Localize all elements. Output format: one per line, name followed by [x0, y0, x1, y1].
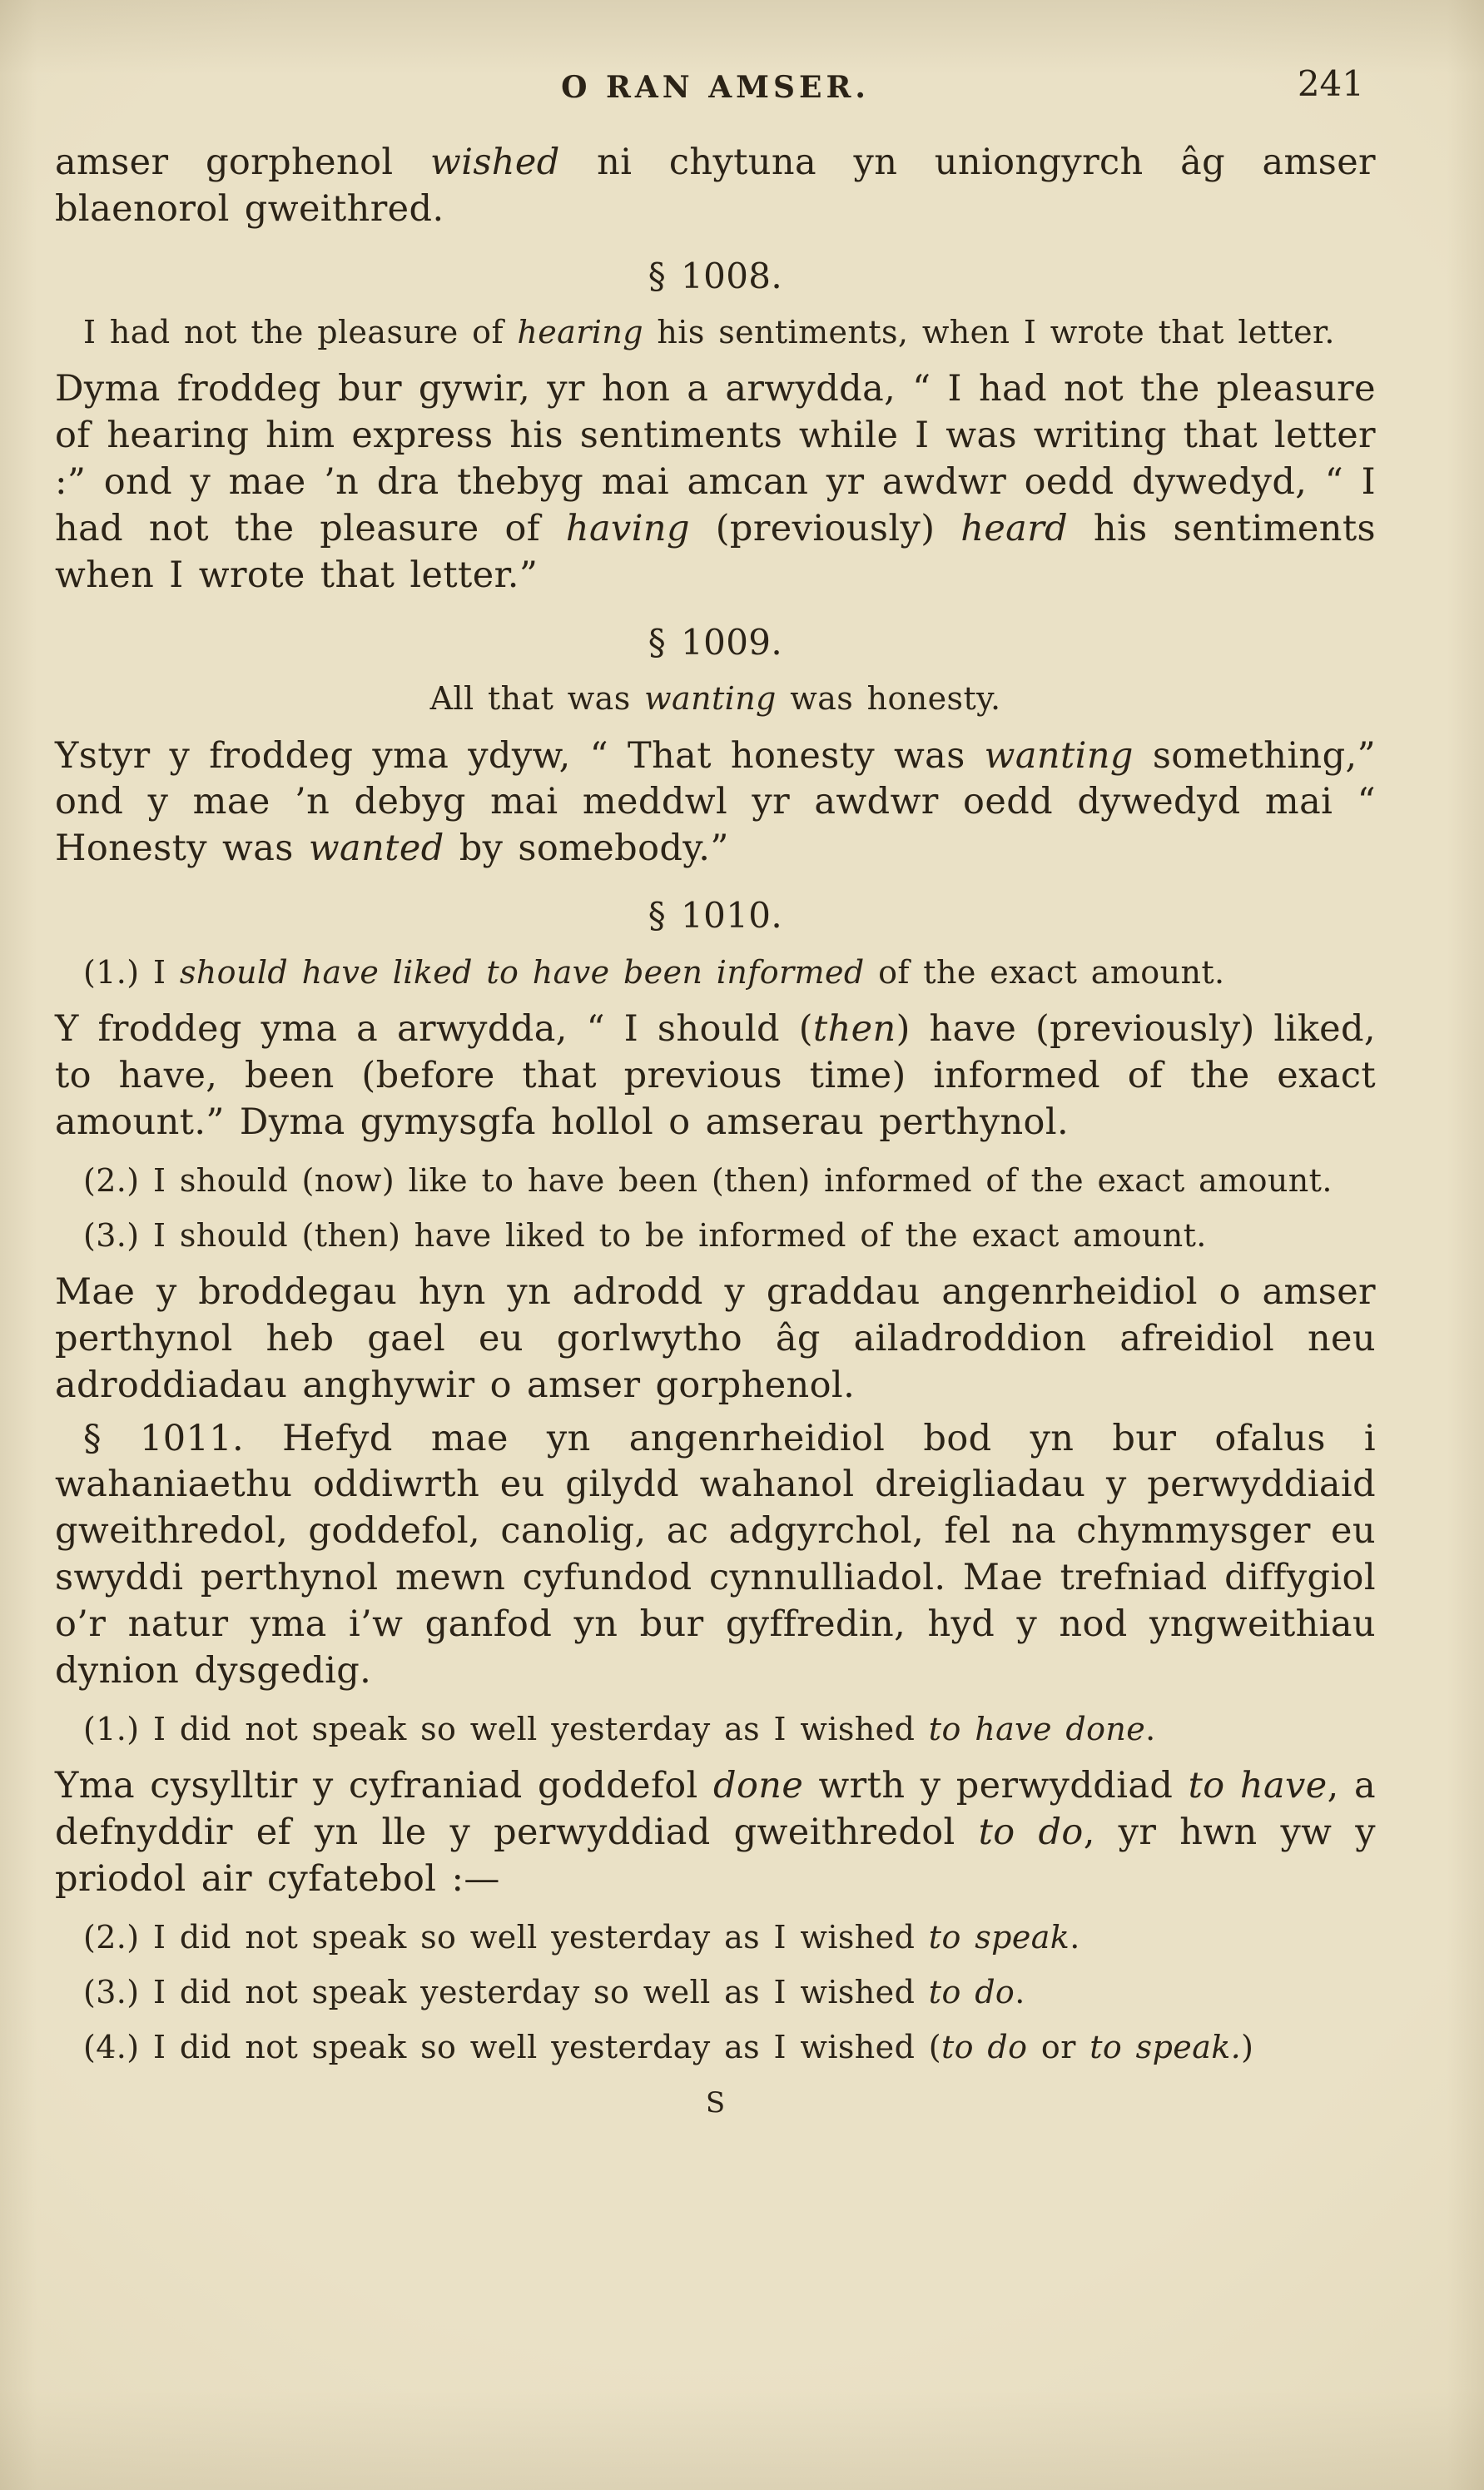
text-run: (1.) I did not speak so well yesterday as I wished	[83, 1710, 929, 1747]
emphasized-text: to do	[928, 1973, 1015, 2010]
text-run: something,” ond y mae ’n debyg mai meddwl yr awdwr oedd dywedyd mai “ Honesty was	[55, 734, 1376, 870]
text-run: (previously)	[689, 508, 961, 550]
example	[55, 1971, 1376, 2013]
text-run: , yr hwn yw y priodol air cyfatebol :—	[55, 1811, 1376, 1900]
emphasized-text: wished	[429, 142, 560, 183]
paragraph	[55, 1006, 1376, 1146]
text-run: § 1011. Hefyd mae yn angenrheidiol bod yn bur ofalus i wahaniaethu oddiwrth eu gilydd wahanol dreigliadau y perwyddiaid gweithredol, goddefol, canolig, ac adgyrchol, fel na chymmysger eu swyddi perthynol mewn cyfundod cynnulliadol. Mae trefniad diffygiol o’r natur yma i’w ganfod yn bur gyffredin, hyd y nod yngweithiau dynion dysgedig.	[55, 1417, 1376, 1692]
paragraph	[55, 140, 1376, 233]
text-run: (2.) I should (now) like to have been (then) informed of the exact amount.	[83, 1161, 1333, 1199]
paragraph	[55, 1763, 1376, 1903]
page-content	[55, 140, 1376, 2068]
text-run: (1.) I	[83, 953, 180, 991]
text-run: was honesty.	[776, 680, 1001, 718]
emphasized-text: to speak.	[1089, 2029, 1242, 2066]
signature-mark: S	[705, 2086, 726, 2120]
text-run: his sentiments, when I wrote that letter.	[643, 314, 1335, 351]
text-run: I had not the pleasure of	[83, 314, 518, 351]
text-run: § 1008.	[648, 255, 783, 296]
emphasized-text: to have done	[928, 1710, 1146, 1747]
text-run: Dyma froddeg bur gywir, yr hon a arwydda, “ I had not the pleasure of hearing him express his sentiments while I was writing that letter :” ond y mae ’n dra thebyg mai amcan yr awdwr oedd dywedyd, “ I had not the pleasure of	[55, 368, 1376, 550]
example	[55, 1215, 1376, 1256]
text-run: by somebody.”	[444, 828, 729, 870]
emphasized-text: to do	[978, 1811, 1084, 1853]
text-run: .	[1015, 1973, 1025, 2010]
running-head: O RAN AMSER.	[561, 70, 870, 105]
text-run: .	[1145, 1710, 1156, 1747]
emphasized-text: wanted	[308, 828, 444, 870]
example	[55, 1160, 1376, 1201]
section-heading	[55, 255, 1376, 299]
emphasized-text: to do	[941, 2029, 1028, 2066]
text-run: amser gorphenol	[55, 142, 430, 183]
text-run: (3.) I should (then) have liked to be informed of the exact amount.	[83, 1216, 1207, 1254]
emphasized-text: wanting	[644, 680, 777, 718]
emphasized-text: wanting	[984, 734, 1134, 777]
emphasized-text: hearing	[517, 314, 643, 351]
example	[55, 952, 1376, 993]
emphasized-text: should have liked to have been informed	[179, 953, 865, 991]
section-heading	[55, 894, 1376, 938]
example	[55, 1916, 1376, 1958]
example	[55, 311, 1376, 353]
text-run: (4.) I did not speak so well yesterday as I wished (	[83, 2029, 941, 2066]
paragraph	[55, 366, 1376, 599]
text-run: Yma cysylltir y cyfraniad goddefol	[55, 1765, 714, 1807]
text-run: his sentiments when I wrote that letter.”	[55, 508, 1376, 596]
example	[55, 678, 1376, 719]
example	[55, 2026, 1376, 2068]
text-run: wrth y perwyddiad	[803, 1765, 1189, 1807]
page-header	[55, 63, 1376, 112]
section-heading	[55, 621, 1376, 665]
text-run: Ystyr y froddeg yma ydyw, “ That honesty was	[55, 734, 985, 777]
text-run: Y froddeg yma a arwydda, “ I should (	[55, 1007, 813, 1050]
emphasized-text: heard	[960, 508, 1069, 550]
page-number: 241	[1297, 63, 1364, 104]
text-run: .	[1070, 1918, 1080, 1956]
text-run: (3.) I did not speak yesterday so well as I wished	[83, 1973, 929, 2010]
emphasized-text: done	[713, 1765, 804, 1807]
paragraph	[55, 733, 1376, 873]
example	[55, 1708, 1376, 1750]
paragraph	[55, 1270, 1376, 1409]
text-run: of the exact amount.	[864, 953, 1225, 991]
text-run: Mae y broddegau hyn yn adrodd y graddau angenrheidiol o amser perthynol heb gael eu gorlwytho âg ailadroddion afreidiol neu adroddiadau anghywir o amser gorphenol.	[55, 1270, 1376, 1406]
paragraph	[55, 1416, 1376, 1695]
text-run: ) have (previously) liked, to have, been (before that previous time) informed of the exact amount.” Dyma gymysgfa hollol o amserau perthynol.	[55, 1007, 1376, 1143]
text-run: All that was	[429, 680, 645, 718]
text-run: § 1010.	[648, 895, 783, 937]
text-run: (2.) I did not speak so well yesterday as I wished	[83, 1918, 929, 1956]
text-run: , a defnyddir ef yn lle y perwyddiad gweithredol	[55, 1765, 1376, 1853]
text-run: or	[1027, 2029, 1090, 2066]
text-run: ni chytuna yn uniongyrch âg amser blaenorol gweithred.	[55, 142, 1376, 230]
emphasized-text: to have	[1188, 1765, 1328, 1807]
text-run: § 1009.	[648, 621, 783, 663]
emphasized-text: to speak	[928, 1918, 1070, 1956]
emphasized-text: having	[565, 508, 690, 550]
emphasized-text: then	[812, 1007, 896, 1050]
text-run: )	[1241, 2029, 1254, 2066]
